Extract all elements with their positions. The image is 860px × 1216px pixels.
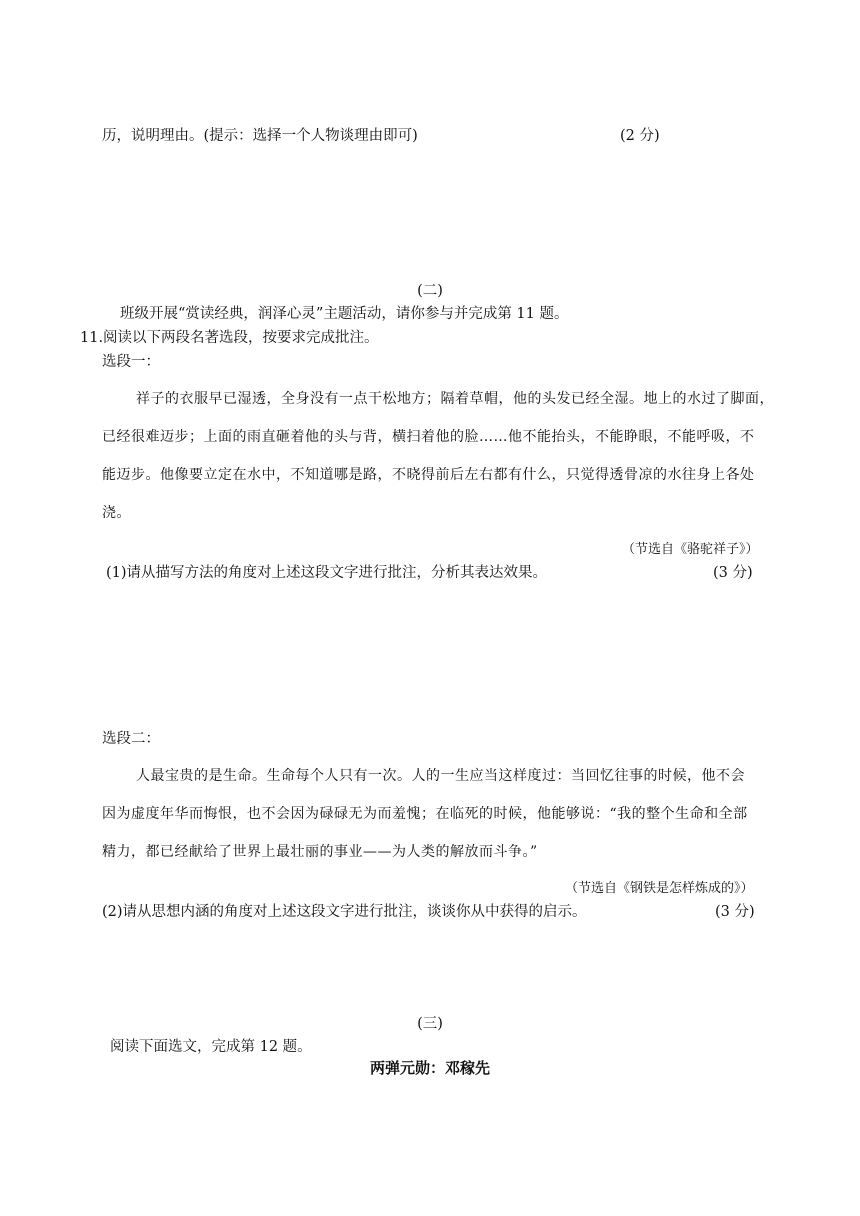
- excerpt-2-passage: [102, 757, 782, 871]
- section-intro: 阅读下面选文，完成第 12 题。: [110, 1039, 312, 1055]
- question-tail-text: 历，说明理由。(提示：选择一个人物谈理由即可): [102, 128, 418, 144]
- excerpt-2-label: 选段二：: [102, 731, 160, 747]
- passage-line: 人最宝贵的是生命。生命每个人只有一次。人的一生应当这样度过：当回忆往事的时候，他不会: [136, 768, 745, 784]
- question-11-2: (2)请从思想内涵的角度对上述这段文字进行批注，谈谈你从中获得的启示。: [102, 904, 587, 920]
- question-11-1: (1)请从描写方法的角度对上述这段文字进行批注，分析其表达效果。: [106, 565, 548, 581]
- passage-line: 已经很难迈步；上面的雨直砸着他的头与背，横扫着他的脸……他不能抬头，不能睁眼，不能呼吸，不: [102, 429, 755, 445]
- passage-line: 因为虚度年华而悔恨，也不会因为碌碌无为而羞愧；在临死的时候，他能够说：“我的整个生命和全部: [102, 806, 748, 822]
- passage-line: 浇。: [102, 505, 131, 521]
- question-11: 11.阅读以下两段名著选段，按要求完成批注。: [80, 330, 379, 346]
- passage-line: 能迈步。他像要立定在水中，不知道哪是路，不晓得前后左右都有什么，只觉得透骨凉的水往身上各处: [102, 467, 755, 483]
- excerpt-1-label: 选段一：: [102, 354, 160, 370]
- passage-line: 精力，都已经献给了世界上最壮丽的事业——为人类的解放而斗争。”: [102, 844, 538, 860]
- excerpt-1-passage: [102, 380, 782, 532]
- excerpt-2-source: （节选自《钢铁是怎样炼成的》）: [565, 881, 754, 896]
- section-heading: (二): [417, 283, 443, 299]
- score-label: (2 分): [620, 128, 660, 144]
- score-label: (3 分): [713, 565, 753, 581]
- passage-line: 祥子的衣服早已湿透，全身没有一点干松地方；隔着草帽，他的头发已经全湿。地上的水过了脚面，: [136, 391, 774, 407]
- article-title: 两弹元勋：邓稼先: [369, 1059, 490, 1077]
- score-label: (3 分): [715, 904, 755, 920]
- section-intro: 班级开展“赏读经典，润泽心灵”主题活动，请你参与并完成第 11 题。: [120, 306, 569, 322]
- excerpt-1-source: （节选自《骆驼祥子》）: [622, 542, 759, 557]
- section-heading: (三): [417, 1016, 443, 1032]
